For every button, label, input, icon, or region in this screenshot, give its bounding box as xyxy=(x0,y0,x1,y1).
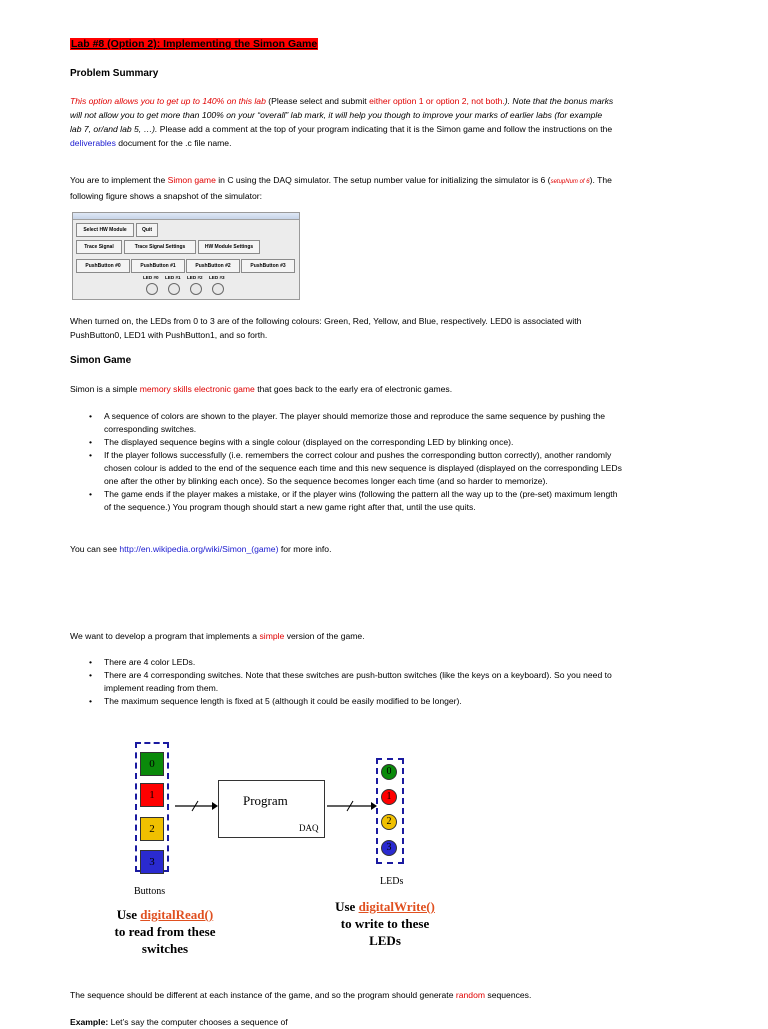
list-item: • A sequence of colors are shown to the player. The player should memorize those and reproduce the same sequence by pushing the corresponding switches. xyxy=(70,410,710,436)
sequence-line: The sequence should be different at each instance of the game, and so the program should generate random sequences. xyxy=(70,990,532,1000)
led-circle-0: 0 xyxy=(381,764,397,780)
program-box xyxy=(218,780,325,838)
led-1-indicator xyxy=(168,283,180,295)
trace-signal-button[interactable]: Trace Signal xyxy=(76,240,122,254)
develop-list xyxy=(70,656,710,708)
list-item: • There are 4 color LEDs. xyxy=(70,656,710,669)
deliverables-link[interactable]: deliverables xyxy=(70,138,116,148)
pushbutton-1[interactable]: PushButton #1 xyxy=(131,259,185,273)
pushbutton-0[interactable]: PushButton #0 xyxy=(76,259,130,273)
simulator-titlebar xyxy=(73,213,299,220)
io-diagram xyxy=(70,738,470,970)
leds-paragraph: When turned on, the LEDs from 0 to 3 are of the following colours: Green, Red, Yellow, and Blue, respectively. LED0 is associated with PushButton0, LED1 with PushButton1, and so forth. xyxy=(70,316,582,340)
develop-intro: We want to develop a program that implements a simple version of the game. xyxy=(70,631,365,641)
led-circle-2: 2 xyxy=(381,814,397,830)
led-circle-1: 1 xyxy=(381,789,397,805)
problem-summary-heading: Problem Summary xyxy=(70,68,159,79)
pushbutton-3[interactable]: PushButton #3 xyxy=(241,259,295,273)
example-line: Example: Let’s say the computer chooses a sequence of xyxy=(70,1017,288,1027)
simulator-snapshot xyxy=(72,212,300,300)
output-arrow xyxy=(325,794,379,818)
digitalread-caption: Use digitalRead() to read from these switches xyxy=(114,907,216,956)
implement-paragraph: You are to implement the Simon game in C using the DAQ simulator. The setup number value for initializing the simulator is 6 (setupNum of 6). The following figure shows a snapshot of the simulator: xyxy=(70,175,612,201)
led-2-label: LED #2 xyxy=(187,275,203,280)
list-item: • There are 4 corresponding switches. Note that these switches are push-button switches (like the keys on a keyboard). So you need to implement reading from them. xyxy=(70,669,710,695)
problem-summary-paragraph: This option allows you to get up to 140% on this lab (Please select and submit either option 1 or option 2, not both.). Note that the bonus marks will not allow you to get more than 100% on your “overall” lab mark, it will help you though to improve your marks of earlier labs (for example lab 7, or/and lab 5, …). Please add a comment at the top of your program indicating that it is the Simon game and follow the instructions on the deliverables document for the .c file name. xyxy=(70,96,614,148)
button-square-1: 1 xyxy=(140,783,164,807)
led-0-label: LED #0 xyxy=(143,275,159,280)
simon-rules-list xyxy=(70,410,710,514)
led-1-label: LED #1 xyxy=(165,275,181,280)
led-circle-3: 3 xyxy=(381,840,397,856)
see-more-line: You can see http://en.wikipedia.org/wiki/Simon_(game) for more info. xyxy=(70,544,332,554)
daq-label: DAQ xyxy=(299,823,319,833)
buttons-caption: Buttons xyxy=(134,886,166,897)
input-arrow xyxy=(170,794,220,818)
digitalwrite-caption: Use digitalWrite() to write to these LEDs xyxy=(335,899,435,948)
button-square-0: 0 xyxy=(140,752,164,776)
program-label: Program xyxy=(243,793,288,808)
leds-caption: LEDs xyxy=(380,876,404,887)
led-0-indicator xyxy=(146,283,158,295)
led-3-indicator xyxy=(212,283,224,295)
button-square-3: 3 xyxy=(140,850,164,874)
list-item: • The maximum sequence length is fixed at 5 (although it could be easily modified to be longer). xyxy=(70,695,710,708)
list-item: • If the player follows successfully (i.e. remembers the correct colour and pushes the corresponding button correctly), another randomly chosen colour is added to the end of the sequence each time and this new sequence is displayed (displayed on the corresponding LEDs one after the other by blinking each once). So the sequence becomes longer each time (and so harder to memorize). xyxy=(70,449,710,488)
button-square-2: 2 xyxy=(140,817,164,841)
page-title: Lab #8 (Option 2): Implementing the Simon Game xyxy=(71,38,318,50)
led-2-indicator xyxy=(190,283,202,295)
digitalwrite-fn: digitalWrite() xyxy=(358,899,435,914)
simon-intro: Simon is a simple memory skills electronic game that goes back to the early era of electronic games. xyxy=(70,384,453,394)
list-item: • The displayed sequence begins with a single colour (displayed on the corresponding LED by blinking once). xyxy=(70,436,710,449)
hw-module-settings-button[interactable]: HW Module Settings xyxy=(198,240,260,254)
list-item: • The game ends if the player makes a mistake, or if the player wins (following the pattern all the way up to the (pre-set) maximum length of the sequence.) You program though should start a new game right after that, until the use quits. xyxy=(70,488,710,514)
led-3-label: LED #3 xyxy=(209,275,225,280)
select-hw-module-button[interactable]: Select HW Module xyxy=(76,223,134,237)
wikipedia-link[interactable]: http://en.wikipedia.org/wiki/Simon_(game) xyxy=(119,544,279,554)
pushbutton-2[interactable]: PushButton #2 xyxy=(186,259,240,273)
trace-signal-settings-button[interactable]: Trace Signal Settings xyxy=(124,240,196,254)
digitalread-fn: digitalRead() xyxy=(140,907,214,922)
quit-button[interactable]: Quit xyxy=(136,223,158,237)
simon-game-heading: Simon Game xyxy=(70,355,132,366)
